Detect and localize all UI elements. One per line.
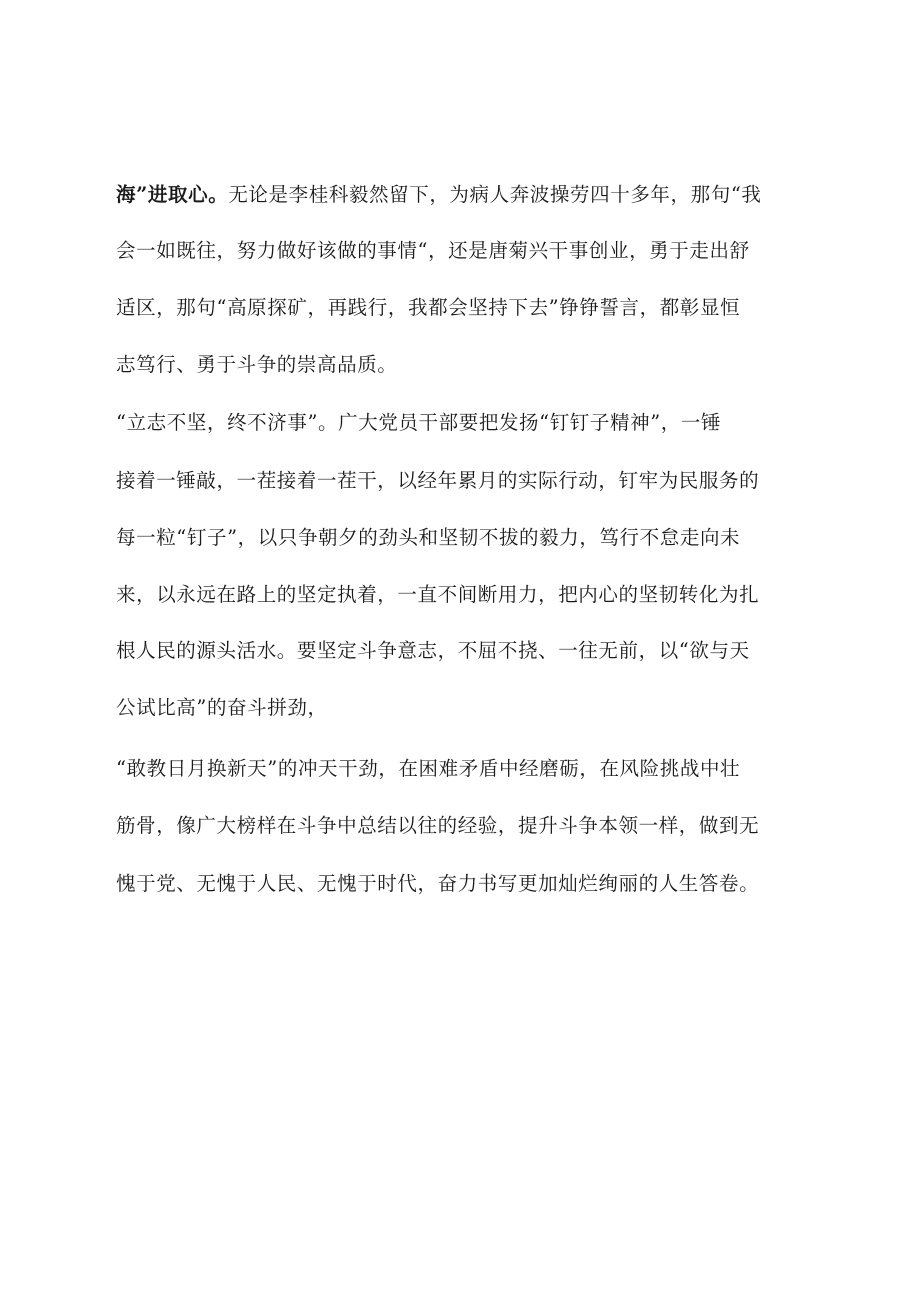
text-line: 接着一锤敲，一茬接着一茬干，以经年累月的实际行动，钉牢为民服务的 [116,469,760,492]
text-line: 筋骨，像广大榜样在斗争中总结以往的经验，提升斗争本领一样，做到无 [116,814,760,837]
bold-phrase: 海”进取心。 [116,183,229,206]
text-line: 来，以永远在路上的坚定执着，一直不间断用力，把内心的坚韧转化为扎 [116,583,760,606]
text-line: 愧于党、无愧于人民、无愧于时代，奋力书写更加灿烂绚丽的人生答卷。 [116,872,760,895]
text-line: 每一粒“钉子”，以只争朝夕的劲头和坚韧不拔的毅力，笃行不怠走向未 [116,526,741,549]
text-line: 会一如既往，努力做好该做的事情“，还是唐菊兴干事创业，勇于走出舒 [116,239,750,262]
text-line [116,180,816,210]
text-line: “立志不坚，终不济事”。广大党员干部要把发扬“钉钉子精神”，一锤 [116,411,722,434]
line-text: 无论是李桂科毅然留下，为病人奔波操劳四十多年，那句“我 [228,183,762,206]
text-line: “敢教日月换新天”的冲天干劲，在困难矛盾中经磨砺，在风险挑战中壮 [116,757,741,780]
text-line: 志笃行、勇于斗争的崇高品质。 [116,353,398,376]
text-line: 适区，那句“高原探矿，再践行，我都会坚持下去”铮铮誓言，都彰显恒 [116,296,741,319]
text-line: 根人民的源头活水。要坚定斗争意志，不屈不挠、一往无前，以“欲与天 [116,639,750,662]
text-line: 公试比高”的奋斗拼劲， [116,696,328,719]
